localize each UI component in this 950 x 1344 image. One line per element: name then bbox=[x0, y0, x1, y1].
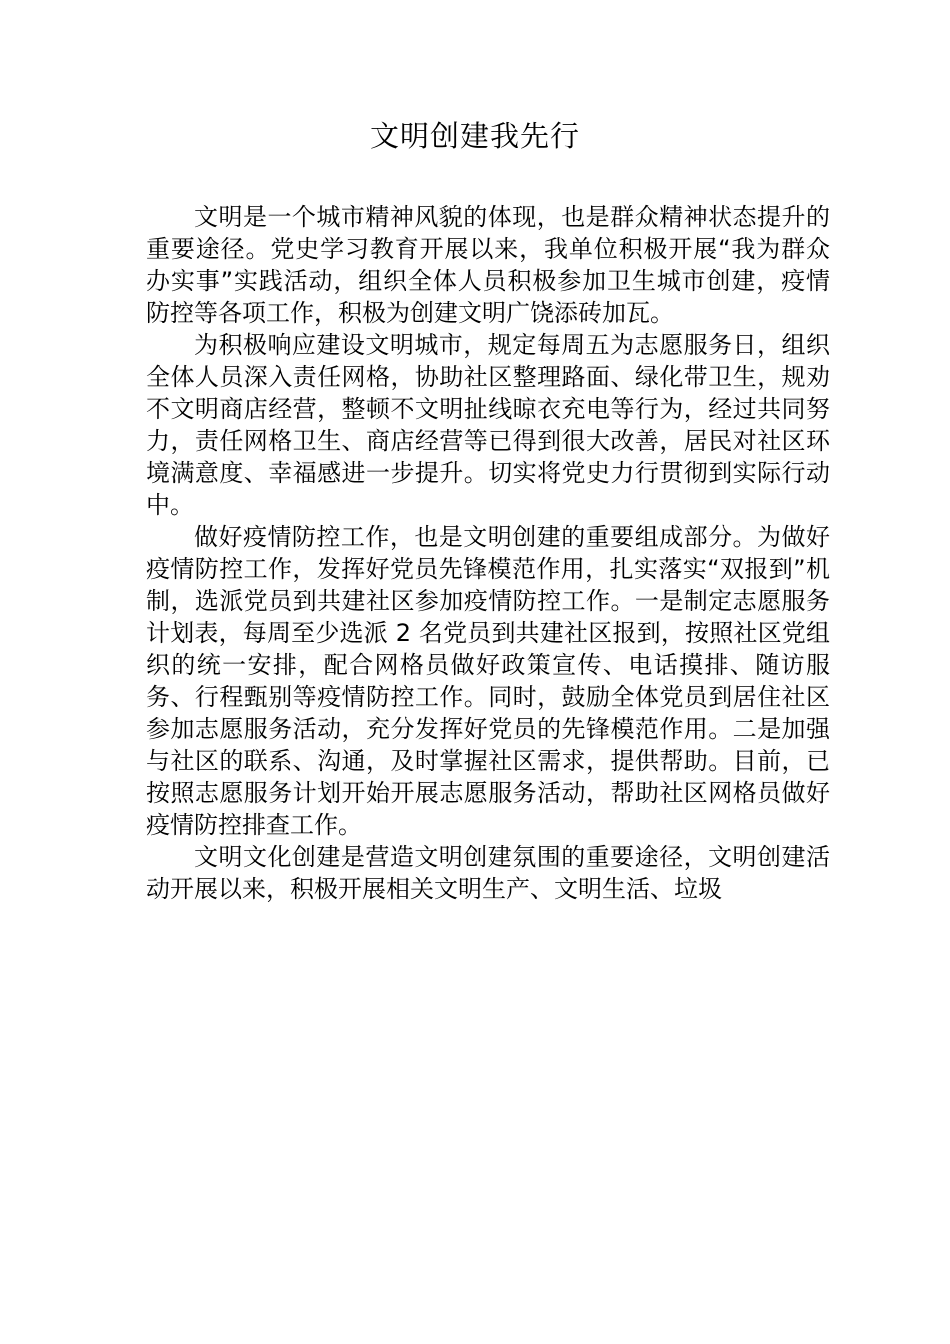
paragraph-3: 做好疫情防控工作，也是文明创建的重要组成部分。为做好疫情防控工作，发挥好党员先锋模范作用，扎实落实“双报到”机制，选派党员到共建社区参加疫情防控工作。一是制定志愿服务计划表，每周至少选派 2 名党员到共建社区报到，按照社区党组织的统一安排，配合网格员做好政策宣传、电话摸排、随访服务、行程甄别等疫情防控工作。同时，鼓励全体党员到居住社区参加志愿服务活动，充分发挥好党员的先锋模范作用。二是加强与社区的联系、沟通，及时掌握社区需求，提供帮助。目前，已按照志愿服务计划开始开展志愿服务活动，帮助社区网格员做好疫情防控排查工作。 bbox=[146, 523, 830, 839]
document-body bbox=[146, 201, 830, 905]
paragraph-1: 文明是一个城市精神风貌的体现，也是群众精神状态提升的重要途径。党史学习教育开展以来，我单位积极开展“我为群众办实事”实践活动，组织全体人员积极参加卫生城市创建，疫情防控等各项工作，积极为创建文明广饶添砖加瓦。 bbox=[146, 203, 830, 327]
document-title: 文明创建我先行 bbox=[369, 119, 580, 153]
paragraph-2: 为积极响应建设文明城市，规定每周五为志愿服务日，组织全体人员深入责任网格，协助社区整理路面、绿化带卫生，规劝不文明商店经营，整顿不文明扯线晾衣充电等行为，经过共同努力，责任网格卫生、商店经营等已得到很大改善，居民对社区环境满意度、幸福感进一步提升。切实将党史力行贯彻到实际行动中。 bbox=[146, 331, 830, 519]
paragraph-4: 文明文化创建是营造文明创建氛围的重要途径，文明创建活动开展以来，积极开展相关文明生产、文明生活、垃圾 bbox=[146, 843, 830, 903]
